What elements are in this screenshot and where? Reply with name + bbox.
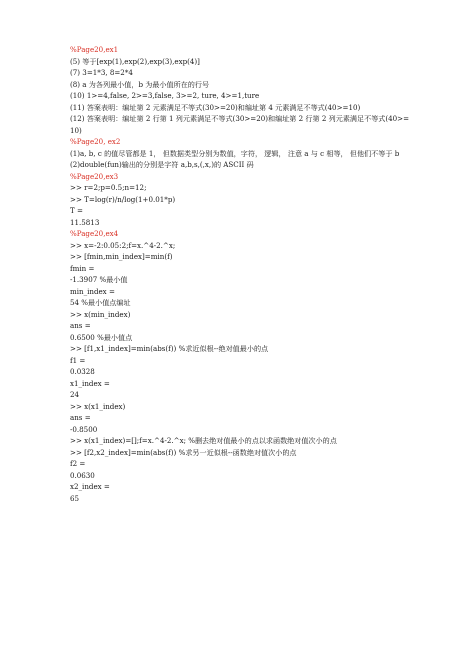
text-line: 65 bbox=[70, 493, 80, 503]
text-line: (12) 答案表明：编址第 2 行第 1 列元素满足不等式(30>=20)和编址第 2 行第 2 列元素满足不等式(40>=10) bbox=[70, 114, 410, 135]
text-line: >> [f2,x2_index]=min(abs(f)) %求另一近似根--函数绝对值次小的点 bbox=[70, 447, 297, 457]
text-line: >> [f1,x1_index]=min(abs(f)) %求近似根--绝对值最小的点 bbox=[70, 344, 269, 353]
text-line: x1_index = bbox=[70, 378, 110, 388]
text-line: -0.8500 bbox=[70, 424, 98, 434]
text-line: f1 = bbox=[70, 355, 86, 365]
text-line: >> r=2;p=0.5;n=12; bbox=[70, 183, 147, 192]
text-line: >> T=log(r)/n/log(1+0.01*p) bbox=[70, 194, 176, 204]
text-line: fmin = bbox=[70, 263, 95, 273]
text-line: 0.6500 %最小值点 bbox=[70, 332, 133, 342]
section-heading: %Page20,ex1 bbox=[70, 45, 119, 54]
text-line: 0.0630 bbox=[70, 470, 95, 480]
section-heading: %Page20, ex2 bbox=[70, 137, 121, 146]
text-line: >> x=-2:0.05:2;f=x.^4-2.^x; bbox=[70, 240, 176, 250]
text-line: >> x(x1_index) bbox=[70, 401, 126, 411]
text-line: >> x(x1_index)=[];f=x.^4-2.^x; %删去绝对值最小的点以求函数绝对值次小的点 bbox=[70, 436, 337, 445]
text-line: 54 %最小值点编址 bbox=[70, 298, 131, 307]
text-line: (7) 3=1*3, 8=2*4 bbox=[70, 68, 133, 77]
text-line: f2 = bbox=[70, 459, 86, 468]
text-line: (10) 1>=4,false, 2>=3,false, 3>=2, ture, 4>=1,ture bbox=[70, 91, 260, 100]
text-line: min_index = bbox=[70, 286, 115, 296]
text-line: (11) 答案表明：编址第 2 元素满足不等式(30>=20)和编址第 4 元素满足不等式(40>=10) bbox=[70, 102, 361, 112]
text-line: ans = bbox=[70, 321, 91, 330]
text-line: x2_index = bbox=[70, 482, 110, 491]
text-line: (8) a 为各列最小值，b 为最小值所在的行号 bbox=[70, 79, 210, 89]
text-line: -1.3907 %最小值 bbox=[70, 275, 128, 284]
text-line: ans = bbox=[70, 413, 91, 422]
text-line: >> x(min_index) bbox=[70, 309, 131, 319]
text-line: 11.5813 bbox=[70, 217, 100, 227]
text-line: 0.0328 bbox=[70, 367, 95, 376]
section-heading: %Page20,ex4 bbox=[70, 229, 119, 238]
section-heading: %Page20,ex3 bbox=[70, 171, 119, 181]
text-line: (5) 等于[exp(1),exp(2),exp(3),exp(4)] bbox=[70, 56, 200, 66]
document-body bbox=[70, 44, 410, 504]
text-line: T = bbox=[70, 206, 83, 215]
text-line: (1)a, b, c 的值尽管都是 1， 但数据类型分别为数值，字符， 逻辑， 注意 a 与 c 相等， 但他们不等于 b bbox=[70, 148, 400, 158]
text-line: >> [fmin,min_index]=min(f) bbox=[70, 252, 173, 261]
text-line: 24 bbox=[70, 390, 80, 399]
text-line: (2)double(fun)输出的分别是字符 a,b,s,(,x,)的 ASCII 码 bbox=[70, 160, 254, 169]
